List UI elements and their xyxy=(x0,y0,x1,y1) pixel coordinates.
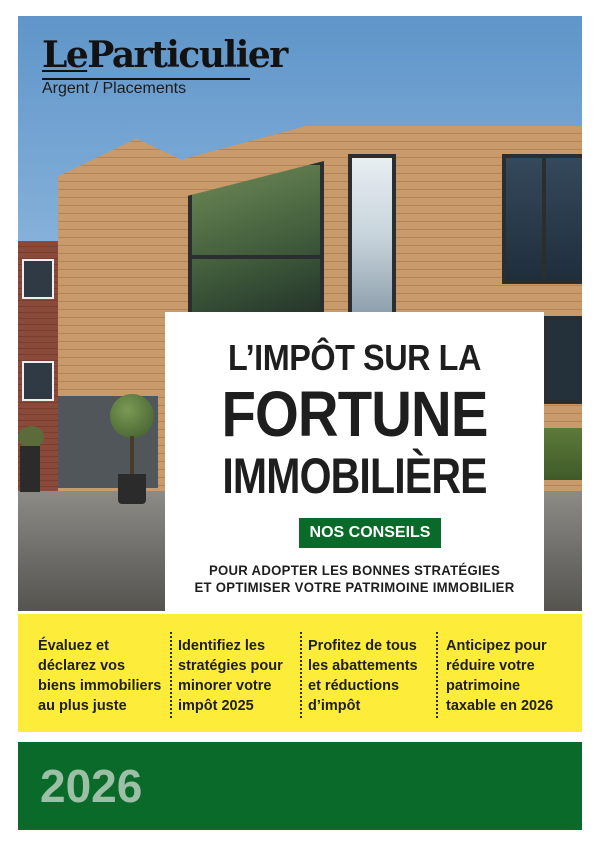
tree-trunk xyxy=(130,436,134,476)
subtitle xyxy=(165,562,544,596)
highlight-line: d’impôt xyxy=(308,698,361,714)
planter xyxy=(118,474,146,504)
magazine-cover xyxy=(18,16,582,830)
title-panel xyxy=(165,312,544,612)
shrub xyxy=(18,426,44,448)
topiary-tree xyxy=(110,394,154,438)
right-window xyxy=(502,154,582,284)
footer-band xyxy=(18,742,582,830)
highlight-line: impôt 2025 xyxy=(178,698,254,714)
title-line-1: L’IMPÔT SUR LA xyxy=(228,337,481,378)
highlight-line: réduire votre xyxy=(446,658,535,674)
subtitle-line-2: ET OPTIMISER VOTRE PATRIMOINE IMMOBILIER xyxy=(194,579,515,595)
highlight-line: Identifiez les xyxy=(178,638,266,654)
dotted-divider xyxy=(170,632,172,718)
title-line-3: IMMOBILIÈRE xyxy=(222,448,487,504)
neighbor-window xyxy=(22,259,54,299)
highlights-band xyxy=(18,614,582,732)
highlight-line: Anticipez pour xyxy=(446,638,547,654)
highlight-line: déclarez vos xyxy=(38,658,126,674)
highlight-line: stratégies pour xyxy=(178,658,283,674)
brand-logo xyxy=(42,36,287,74)
section-label: Argent / Placements xyxy=(42,80,187,97)
subtitle-line-1: POUR ADOPTER LES BONNES STRATÉGIES xyxy=(208,562,501,578)
lower-right-window xyxy=(544,316,582,404)
highlight-line: taxable en 2026 xyxy=(446,698,554,714)
highlight-line: Évaluez et xyxy=(38,638,109,654)
narrow-window xyxy=(348,154,396,317)
planter xyxy=(20,446,40,492)
dotted-divider xyxy=(300,632,302,718)
edition-year: 2026 xyxy=(40,760,143,812)
highlight-line: minorer votre xyxy=(178,678,272,694)
nos-conseils-badge: NOS CONSEILS xyxy=(299,518,441,548)
highlight-line: et réductions xyxy=(308,678,400,694)
highlight-line: les abattements xyxy=(308,658,418,674)
dotted-divider xyxy=(436,632,438,718)
highlight-item xyxy=(308,636,434,716)
hedge xyxy=(543,428,582,480)
highlight-line: patrimoine xyxy=(446,678,521,694)
brand-prefix: Le xyxy=(42,34,88,76)
brand-name: Particulier xyxy=(87,34,287,76)
highlight-item xyxy=(446,636,580,716)
highlight-line: Profitez de tous xyxy=(308,638,417,654)
highlight-line: biens immobiliers xyxy=(38,678,162,694)
highlight-item xyxy=(178,636,298,716)
highlight-item xyxy=(38,636,174,716)
neighbor-window xyxy=(22,361,54,401)
title-line-2: FORTUNE xyxy=(221,378,488,450)
highlight-line: au plus juste xyxy=(38,698,127,714)
